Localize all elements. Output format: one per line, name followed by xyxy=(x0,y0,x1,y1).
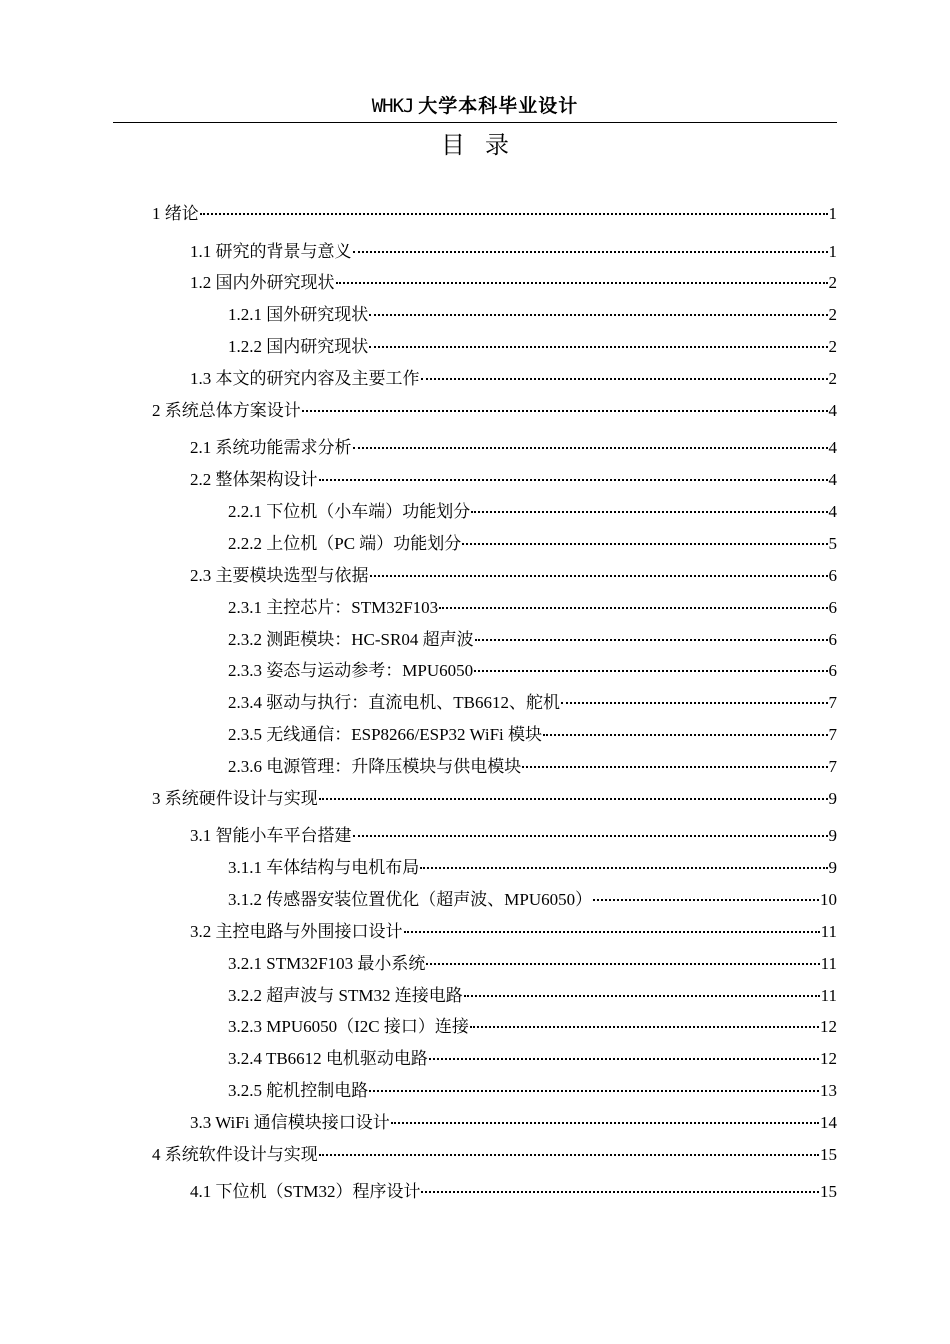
toc-entry-page: 15 xyxy=(820,1182,837,1201)
toc-entry-label: 2.2.1 下位机（小车端）功能划分 xyxy=(228,502,471,521)
toc-entry-label: 3.2.4 TB6612 电机驱动电路 xyxy=(228,1049,428,1068)
toc-entry-page: 11 xyxy=(820,922,837,941)
toc-entry[interactable] xyxy=(190,271,837,295)
toc-entry-label: 2.2.2 上位机（PC 端）功能划分 xyxy=(228,534,462,553)
toc-entry[interactable] xyxy=(228,335,837,359)
toc-entry[interactable] xyxy=(190,436,837,460)
header-latin: WHKJ xyxy=(371,95,414,117)
toc-entry[interactable] xyxy=(228,723,837,747)
dot-leader xyxy=(370,575,828,577)
toc-entry-page: 1 xyxy=(828,204,837,223)
toc-entry-page: 7 xyxy=(828,757,837,776)
toc-entry[interactable] xyxy=(228,691,837,715)
toc-entry[interactable] xyxy=(228,952,837,976)
toc-entry-page: 9 xyxy=(828,789,837,808)
toc-entry-page: 6 xyxy=(828,566,837,585)
toc-entry-page: 6 xyxy=(828,661,837,680)
toc-entry-page: 13 xyxy=(820,1081,837,1100)
dot-leader xyxy=(474,670,827,672)
toc-entry[interactable] xyxy=(228,1079,837,1103)
dot-leader xyxy=(462,543,827,545)
toc-entry-page: 12 xyxy=(820,1017,837,1036)
toc-entry-label: 2.3.2 测距模块：HC-SR04 超声波 xyxy=(228,630,474,649)
toc-entry-page: 15 xyxy=(820,1145,837,1164)
toc-entry-label: 4.1 下位机（STM32）程序设计 xyxy=(190,1182,421,1201)
toc-entry-page: 11 xyxy=(820,986,837,1005)
toc-entry-page: 2 xyxy=(828,337,837,356)
dot-leader xyxy=(593,899,819,901)
dot-leader xyxy=(353,835,828,837)
toc-entry-page: 7 xyxy=(828,725,837,744)
toc-entry-page: 5 xyxy=(828,534,837,553)
toc-entry-page: 4 xyxy=(828,438,837,457)
dot-leader xyxy=(353,447,828,449)
dot-leader xyxy=(471,511,827,513)
toc-entry[interactable] xyxy=(190,468,837,492)
toc-entry-label: 2.2 整体架构设计 xyxy=(190,470,318,489)
dot-leader xyxy=(561,702,828,704)
toc-entry-label: 3.1 智能小车平台搭建 xyxy=(190,826,352,845)
toc-entry-label: 2 系统总体方案设计 xyxy=(152,401,301,420)
toc-entry-label: 1.1 研究的背景与意义 xyxy=(190,242,352,261)
dot-leader xyxy=(319,1154,819,1156)
toc-entry[interactable] xyxy=(190,1111,837,1135)
toc-entry-label: 2.3.6 电源管理：升降压模块与供电模块 xyxy=(228,757,522,776)
toc-entry-page: 4 xyxy=(828,401,837,420)
toc-entry[interactable] xyxy=(190,367,837,391)
dot-leader xyxy=(369,314,827,316)
toc-entry[interactable] xyxy=(228,500,837,524)
dot-leader xyxy=(391,1122,819,1124)
toc-entry-label: 3.2.2 超声波与 STM32 连接电路 xyxy=(228,986,463,1005)
toc-entry[interactable] xyxy=(228,1015,837,1039)
dot-leader xyxy=(475,639,828,641)
toc-entry[interactable] xyxy=(190,564,837,588)
toc-entry-page: 10 xyxy=(820,890,837,909)
toc-entry-label: 3.1.1 车体结构与电机布局 xyxy=(228,858,420,877)
dot-leader xyxy=(421,1191,819,1193)
toc-entry[interactable] xyxy=(152,202,837,226)
toc-entry-label: 3.3 WiFi 通信模块接口设计 xyxy=(190,1113,390,1132)
dot-leader xyxy=(420,867,827,869)
toc-entry-page: 6 xyxy=(828,630,837,649)
dot-leader xyxy=(369,346,827,348)
toc-entry[interactable] xyxy=(228,532,837,556)
toc-entry-label: 3.2 主控电路与外围接口设计 xyxy=(190,922,403,941)
toc-title: 目录 xyxy=(441,133,529,159)
toc-entry-page: 4 xyxy=(828,470,837,489)
toc-entry[interactable] xyxy=(152,787,837,811)
toc-entry-page: 1 xyxy=(828,242,837,261)
toc-entry[interactable] xyxy=(152,1143,837,1167)
toc-entry-page: 2 xyxy=(828,369,837,388)
toc-entry[interactable] xyxy=(190,1180,837,1204)
dot-leader xyxy=(319,479,828,481)
dot-leader xyxy=(429,1058,819,1060)
toc-entry-page: 2 xyxy=(828,273,837,292)
toc-entry-page: 4 xyxy=(828,502,837,521)
toc-entry[interactable] xyxy=(228,984,837,1008)
toc-entry-page: 12 xyxy=(820,1049,837,1068)
toc-entry[interactable] xyxy=(228,303,837,327)
toc-entry-label: 2.3.4 驱动与执行：直流电机、TB6612、舵机 xyxy=(228,693,560,712)
toc-entry-page: 14 xyxy=(820,1113,837,1132)
toc-entry[interactable] xyxy=(190,240,837,264)
toc-entry-label: 3.2.5 舵机控制电路 xyxy=(228,1081,369,1100)
dot-leader xyxy=(319,798,828,800)
page-header xyxy=(113,92,837,123)
toc-entry-label: 2.3.3 姿态与运动参考：MPU6050 xyxy=(228,661,474,680)
dot-leader xyxy=(353,251,828,253)
toc-entry-label: 3 系统硬件设计与实现 xyxy=(152,789,318,808)
dot-leader xyxy=(336,282,828,284)
dot-leader xyxy=(543,734,827,736)
toc-entry[interactable] xyxy=(228,628,837,652)
toc-entry-label: 1.2 国内外研究现状 xyxy=(190,273,335,292)
header-text xyxy=(372,96,579,117)
toc-entry-page: 7 xyxy=(828,693,837,712)
header-cjk: 大学本科毕业设计 xyxy=(418,96,579,117)
dot-leader xyxy=(522,766,827,768)
toc-entry-label: 3.2.1 STM32F103 最小系统 xyxy=(228,954,426,973)
dot-leader xyxy=(426,963,819,965)
toc-entry-page: 9 xyxy=(828,858,837,877)
toc-entry-page: 11 xyxy=(820,954,837,973)
toc-entry[interactable] xyxy=(228,856,837,880)
toc-entry[interactable] xyxy=(190,920,837,944)
toc-entry-page: 6 xyxy=(828,598,837,617)
toc-entry-page: 2 xyxy=(828,305,837,324)
toc-entry-label: 3.1.2 传感器安装位置优化（超声波、MPU6050） xyxy=(228,890,593,909)
toc-entry[interactable] xyxy=(228,1047,837,1071)
toc-entry-label: 1.2.1 国外研究现状 xyxy=(228,305,369,324)
dot-leader xyxy=(302,410,828,412)
dot-leader xyxy=(464,995,820,997)
toc-entry-label: 2.3.5 无线通信：ESP8266/ESP32 WiFi 模块 xyxy=(228,725,543,744)
toc-entry[interactable] xyxy=(228,659,837,683)
toc-entry-label: 2.3 主要模块选型与依据 xyxy=(190,566,369,585)
toc-entry-label: 4 系统软件设计与实现 xyxy=(152,1145,318,1164)
dot-leader xyxy=(421,378,828,380)
toc-entry[interactable] xyxy=(152,399,837,423)
toc-entry-label: 1.3 本文的研究内容及主要工作 xyxy=(190,369,420,388)
dot-leader xyxy=(404,931,820,933)
dot-leader xyxy=(470,1026,819,1028)
toc-entry[interactable] xyxy=(228,596,837,620)
toc-entry-label: 3.2.3 MPU6050（I2C 接口）连接 xyxy=(228,1017,469,1036)
dot-leader xyxy=(439,607,827,609)
toc-entry[interactable] xyxy=(228,888,837,912)
toc-entry-label: 1 绪论 xyxy=(152,204,199,223)
toc-entry-page: 9 xyxy=(828,826,837,845)
dot-leader xyxy=(200,213,828,215)
toc-entry[interactable] xyxy=(190,824,837,848)
dot-leader xyxy=(369,1090,819,1092)
toc-entry[interactable] xyxy=(228,755,837,779)
toc-entry-label: 2.1 系统功能需求分析 xyxy=(190,438,352,457)
toc-entry-label: 2.3.1 主控芯片：STM32F103 xyxy=(228,598,439,617)
toc-entry-label: 1.2.2 国内研究现状 xyxy=(228,337,369,356)
